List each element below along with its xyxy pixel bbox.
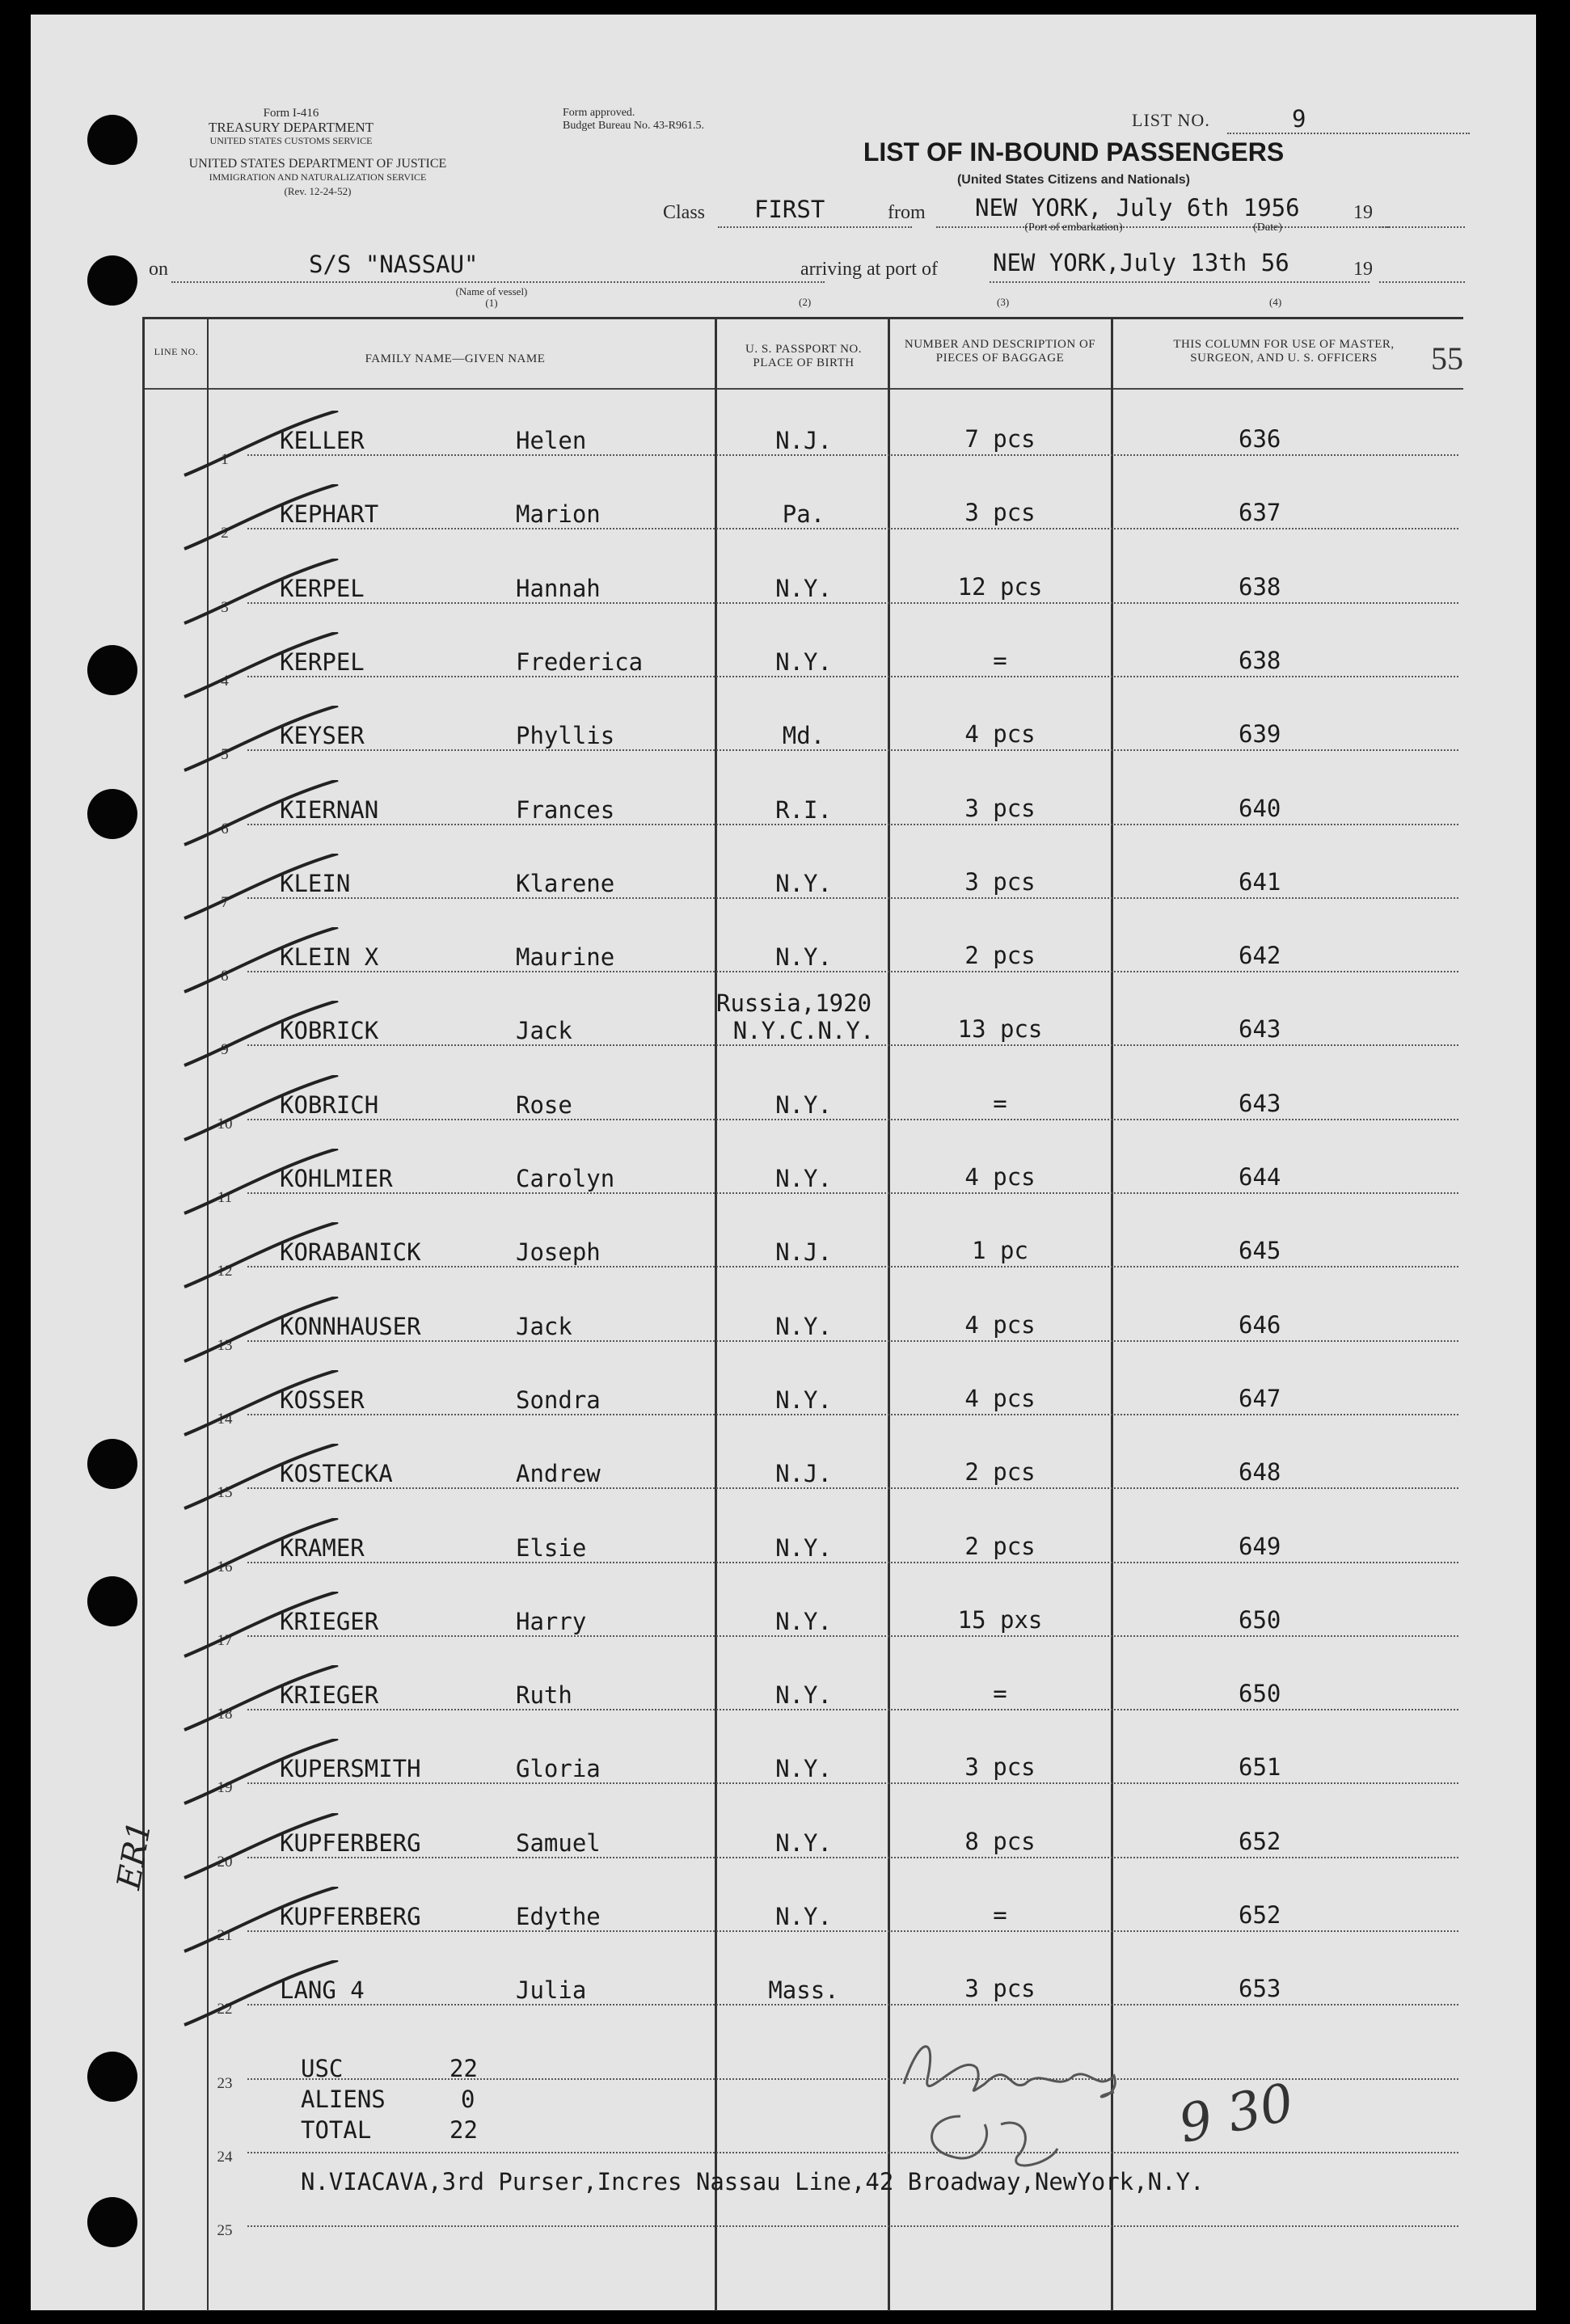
row-rule: [247, 1414, 1458, 1415]
ins-label: IMMIGRATION AND NATURALIZATION SERVICE: [209, 171, 427, 183]
baggage-count: 3 pcs: [964, 1753, 1036, 1782]
place-of-birth: N.Y.: [775, 869, 832, 897]
line-number: 2: [221, 525, 229, 542]
doj-label: UNITED STATES DEPARTMENT OF JUSTICE: [188, 157, 447, 171]
given-name: Frederica: [516, 647, 644, 676]
row-rule: [247, 1857, 1458, 1858]
place-of-birth: Md.: [782, 722, 825, 750]
place-of-birth: N.J.: [775, 1460, 832, 1488]
page-subtitle: (United States Citizens and Nationals): [956, 173, 1191, 187]
punch-hole: [87, 1439, 137, 1489]
family-name: KUPERSMITH: [280, 1755, 421, 1783]
row-rule: [247, 1782, 1458, 1784]
baggage-count: 2 pcs: [964, 1532, 1036, 1560]
given-name: Klarene: [516, 869, 615, 897]
year-suffix: 19: [1353, 202, 1373, 223]
line-number: 18: [217, 1706, 233, 1723]
officer-number: 643: [1239, 1015, 1281, 1044]
place-of-birth: N.J.: [775, 427, 832, 454]
line-number: 3: [221, 598, 229, 616]
year-suffix-2: 19: [1353, 259, 1373, 280]
row-rule: [247, 1487, 1458, 1489]
family-name: KLEIN: [280, 869, 351, 897]
total-label: TOTAL: [301, 2116, 372, 2144]
officer-number: 653: [1239, 1975, 1281, 2003]
officer-number: 641: [1239, 867, 1281, 896]
list-number: 9: [1292, 105, 1306, 133]
given-name: Phyllis: [516, 722, 615, 750]
revision-label: (Rev. 12-24-52): [284, 185, 352, 197]
family-name: KIERNAN: [280, 795, 379, 824]
officer-number: 645: [1239, 1237, 1281, 1265]
birth-note: Russia,1920: [716, 989, 872, 1018]
line-number: 8: [221, 968, 229, 985]
col2-number: (2): [799, 296, 812, 308]
row-rule: [247, 971, 1458, 972]
place-of-birth: R.I.: [775, 795, 832, 824]
place-of-birth: N.Y.: [775, 1165, 832, 1192]
line-number: 13: [217, 1336, 233, 1354]
purser-signature-line: N.VIACAVA,3rd Purser,Incres Nassau Line,42 Broadway,NewYork,N.Y.: [301, 2168, 1205, 2195]
line-number: 24: [217, 2148, 233, 2166]
given-name: Elsie: [516, 1533, 587, 1562]
family-name: KRAMER: [280, 1533, 365, 1562]
place-of-birth: N.Y.: [775, 1828, 832, 1857]
col4-number: (4): [1269, 296, 1282, 308]
line-number: 6: [221, 820, 229, 837]
row-rule: [247, 1119, 1458, 1120]
row-rule: [247, 454, 1458, 456]
line-number: 4: [221, 672, 229, 690]
budget-bureau: Budget Bureau No. 43-R961.5.: [563, 120, 704, 132]
date-caption: (Date): [1253, 221, 1282, 234]
officer-number: 643: [1239, 1089, 1281, 1117]
form-number: Form I-416: [263, 107, 319, 120]
line-number: 12: [217, 1263, 233, 1280]
baggage-count: 4 pcs: [964, 720, 1036, 749]
officer-number: 647: [1239, 1384, 1281, 1412]
family-name: KUPFERBERG: [280, 1828, 421, 1857]
line-number: 15: [217, 1484, 233, 1502]
family-name: KRIEGER: [280, 1681, 379, 1710]
vessel-name: S/S "NASSAU": [309, 251, 479, 278]
from-value: NEW YORK, July 6th 1956: [975, 194, 1300, 221]
from-label: from: [884, 202, 929, 224]
given-name: Harry: [516, 1607, 587, 1635]
row-rule: [247, 2004, 1458, 2006]
row-rule: [247, 602, 1458, 604]
family-name: KOBRICK: [280, 1017, 379, 1045]
row-rule: [247, 1044, 1458, 1046]
baggage-count: 3 pcs: [964, 499, 1036, 527]
place-of-birth: N.Y.: [775, 1755, 832, 1783]
baggage-count: 3 pcs: [964, 867, 1036, 896]
baggage-count: 15 pxs: [957, 1605, 1043, 1634]
port-caption: (Port of embarkation): [1024, 221, 1123, 234]
family-name: KORABANICK: [280, 1238, 421, 1267]
baggage-count: 4 pcs: [964, 1310, 1036, 1339]
table-left-border: [142, 318, 145, 2311]
officer-number: 636: [1239, 425, 1281, 453]
given-name: Jack: [516, 1312, 572, 1340]
col-passport-header: U. S. PASSPORT NO. PLACE OF BIRTH: [745, 343, 862, 369]
line-number: 16: [217, 1558, 233, 1575]
punch-hole: [87, 2052, 137, 2102]
class-value: FIRST: [754, 196, 825, 223]
baggage-count: =: [993, 1680, 1007, 1708]
row-rule: [247, 897, 1458, 899]
row-rule: [247, 824, 1458, 825]
family-name: KERPEL: [280, 647, 365, 676]
table-header-rule: [142, 388, 1463, 390]
col-officers-header: THIS COLUMN FOR USE OF MASTER, SURGEON, AND U. S. OFFICERS: [1173, 338, 1395, 365]
place-of-birth: N.Y.: [775, 1533, 832, 1562]
given-name: Helen: [516, 427, 587, 454]
row-rule: [247, 1709, 1458, 1710]
family-name: KRIEGER: [280, 1607, 379, 1635]
table-top-rule: [142, 317, 1463, 319]
given-name: Maurine: [516, 943, 615, 972]
usc-count: 22: [449, 2055, 478, 2082]
family-name: KOSSER: [280, 1386, 365, 1414]
baggage-count: 3 pcs: [964, 1975, 1036, 2003]
row-rule: [247, 1340, 1458, 1342]
row-rule: [247, 2225, 1458, 2227]
family-name: KEPHART: [280, 500, 379, 529]
baggage-count: 13 pcs: [957, 1015, 1043, 1044]
given-name: Carolyn: [516, 1165, 615, 1192]
given-name: Rose: [516, 1090, 572, 1119]
line-number: 19: [217, 1779, 233, 1797]
usc-label: USC: [301, 2055, 344, 2082]
officer-number: 642: [1239, 942, 1281, 970]
row-rule: [247, 528, 1458, 529]
given-name: Andrew: [516, 1460, 601, 1488]
given-name: Jack: [516, 1017, 572, 1045]
passport-column-divider: [888, 318, 890, 2311]
col-line-header: LINE NO.: [154, 346, 199, 357]
vessel-caption: (Name of vessel): [455, 285, 528, 297]
place-of-birth: N.Y.: [775, 647, 832, 676]
baggage-column-divider: [1111, 318, 1113, 2311]
baggage-count: 2 pcs: [964, 1458, 1036, 1487]
baggage-count: 2 pcs: [964, 942, 1036, 970]
line-number: 21: [217, 1927, 233, 1944]
given-name: Edythe: [516, 1903, 601, 1930]
row-rule: [247, 1562, 1458, 1563]
row-rule: [247, 676, 1458, 677]
officer-number: 640: [1239, 794, 1281, 822]
place-of-birth: N.Y.: [775, 943, 832, 972]
baggage-count: =: [993, 646, 1007, 674]
family-name: LANG 4: [280, 1976, 365, 2005]
row-rule: [247, 1192, 1458, 1194]
handwritten-stamp-note: 9 30: [1173, 2072, 1299, 2156]
line-number: 11: [217, 1189, 233, 1206]
punch-hole: [87, 789, 137, 839]
arriving-value: NEW YORK,July 13th 56: [993, 249, 1289, 276]
row-rule: [247, 1930, 1458, 1932]
officer-number: 648: [1239, 1458, 1281, 1487]
family-name: KONNHAUSER: [280, 1312, 421, 1340]
place-of-birth: N.Y.: [775, 1090, 832, 1119]
family-name: KOHLMIER: [280, 1165, 393, 1192]
page-number: 55: [1431, 340, 1463, 377]
given-name: Samuel: [516, 1828, 601, 1857]
aliens-label: ALIENS: [301, 2086, 386, 2113]
place-of-birth: N.Y.: [775, 1386, 832, 1414]
family-name: KUPFERBERG: [280, 1903, 421, 1930]
place-of-birth: N.Y.: [775, 1312, 832, 1340]
baggage-count: 3 pcs: [964, 794, 1036, 822]
row-rule: [247, 2152, 1458, 2153]
baggage-count: 4 pcs: [964, 1384, 1036, 1412]
place-of-birth: N.Y.: [775, 1681, 832, 1710]
officer-number: 652: [1239, 1827, 1281, 1855]
row-rule: [247, 749, 1458, 751]
officer-number: 651: [1239, 1753, 1281, 1782]
given-name: Marion: [516, 500, 601, 529]
baggage-count: =: [993, 1901, 1007, 1929]
officer-number: 637: [1239, 499, 1281, 527]
family-name: KOSTECKA: [280, 1460, 393, 1488]
family-name: KERPEL: [280, 574, 365, 602]
baggage-count: 4 pcs: [964, 1163, 1036, 1191]
given-name: Sondra: [516, 1386, 601, 1414]
place-of-birth: Mass.: [768, 1976, 839, 2005]
punch-hole: [87, 1576, 137, 1626]
punch-hole: [87, 115, 137, 165]
officer-number: 638: [1239, 646, 1281, 674]
line-number: 17: [217, 1631, 233, 1649]
form-approved: Form approved.: [563, 107, 635, 119]
punch-hole: [87, 2197, 137, 2247]
manifest-page: [31, 15, 1536, 2310]
class-label: Class: [663, 202, 706, 223]
line-number: 9: [221, 1041, 229, 1059]
line-number: 25: [217, 2222, 233, 2240]
family-name: KOBRICH: [280, 1090, 379, 1119]
line-number: 10: [217, 1115, 233, 1132]
row-rule: [247, 1635, 1458, 1637]
given-name: Gloria: [516, 1755, 601, 1783]
col-baggage-header: NUMBER AND DESCRIPTION OF PIECES OF BAGGAGE: [904, 338, 1096, 365]
baggage-count: 12 pcs: [957, 572, 1043, 601]
line-number: 20: [217, 1853, 233, 1871]
given-name: Hannah: [516, 574, 601, 602]
family-name: KEYSER: [280, 722, 365, 750]
officer-number: 644: [1239, 1163, 1281, 1191]
place-of-birth: N.Y.C.N.Y.: [732, 1017, 875, 1045]
place-of-birth: N.Y.: [775, 1903, 832, 1930]
officer-number: 646: [1239, 1310, 1281, 1339]
family-name: KELLER: [280, 427, 365, 454]
margin-handwritten-note: ER1: [110, 1818, 159, 1892]
officer-number: 650: [1239, 1605, 1281, 1634]
baggage-count: =: [993, 1089, 1007, 1117]
given-name: Joseph: [516, 1238, 601, 1267]
officer-number: 650: [1239, 1680, 1281, 1708]
punch-hole: [87, 255, 137, 306]
line-number: 22: [217, 2001, 233, 2018]
name-column-divider: [715, 318, 717, 2311]
baggage-count: 8 pcs: [964, 1827, 1036, 1855]
family-name: KLEIN X: [280, 943, 379, 972]
col3-number: (3): [997, 296, 1010, 308]
line-number: 7: [221, 893, 229, 911]
punch-hole: [87, 645, 137, 695]
line-number: 1: [221, 451, 229, 468]
officer-number: 638: [1239, 572, 1281, 601]
line-number: 5: [221, 746, 229, 764]
treasury-label: TREASURY DEPARTMENT: [208, 120, 374, 135]
officer-number: 639: [1239, 720, 1281, 749]
total-count: 22: [449, 2116, 478, 2144]
row-rule: [247, 1266, 1458, 1267]
list-number-label: LIST NO.: [1132, 110, 1210, 130]
baggage-count: 7 pcs: [964, 425, 1036, 453]
officer-number: 649: [1239, 1532, 1281, 1560]
baggage-count: 1 pc: [972, 1237, 1028, 1265]
given-name: Frances: [516, 795, 615, 824]
aliens-count: 0: [461, 2086, 475, 2113]
place-of-birth: Pa.: [782, 500, 825, 529]
line-number: 14: [217, 1410, 233, 1428]
place-of-birth: N.J.: [775, 1238, 832, 1267]
arriving-label: arriving at port of: [797, 259, 941, 280]
customs-label: UNITED STATES CUSTOMS SERVICE: [209, 135, 373, 146]
col-name-header: FAMILY NAME—GIVEN NAME: [365, 352, 546, 365]
officer-number: 652: [1239, 1901, 1281, 1929]
given-name: Ruth: [516, 1681, 572, 1710]
place-of-birth: N.Y.: [775, 1607, 832, 1635]
given-name: Julia: [516, 1976, 587, 2005]
col1-number: (1): [485, 297, 498, 309]
line-number: 23: [217, 2074, 233, 2092]
place-of-birth: N.Y.: [775, 574, 832, 602]
on-label: on: [149, 259, 168, 280]
page-title: LIST OF IN-BOUND PASSENGERS: [863, 137, 1285, 167]
